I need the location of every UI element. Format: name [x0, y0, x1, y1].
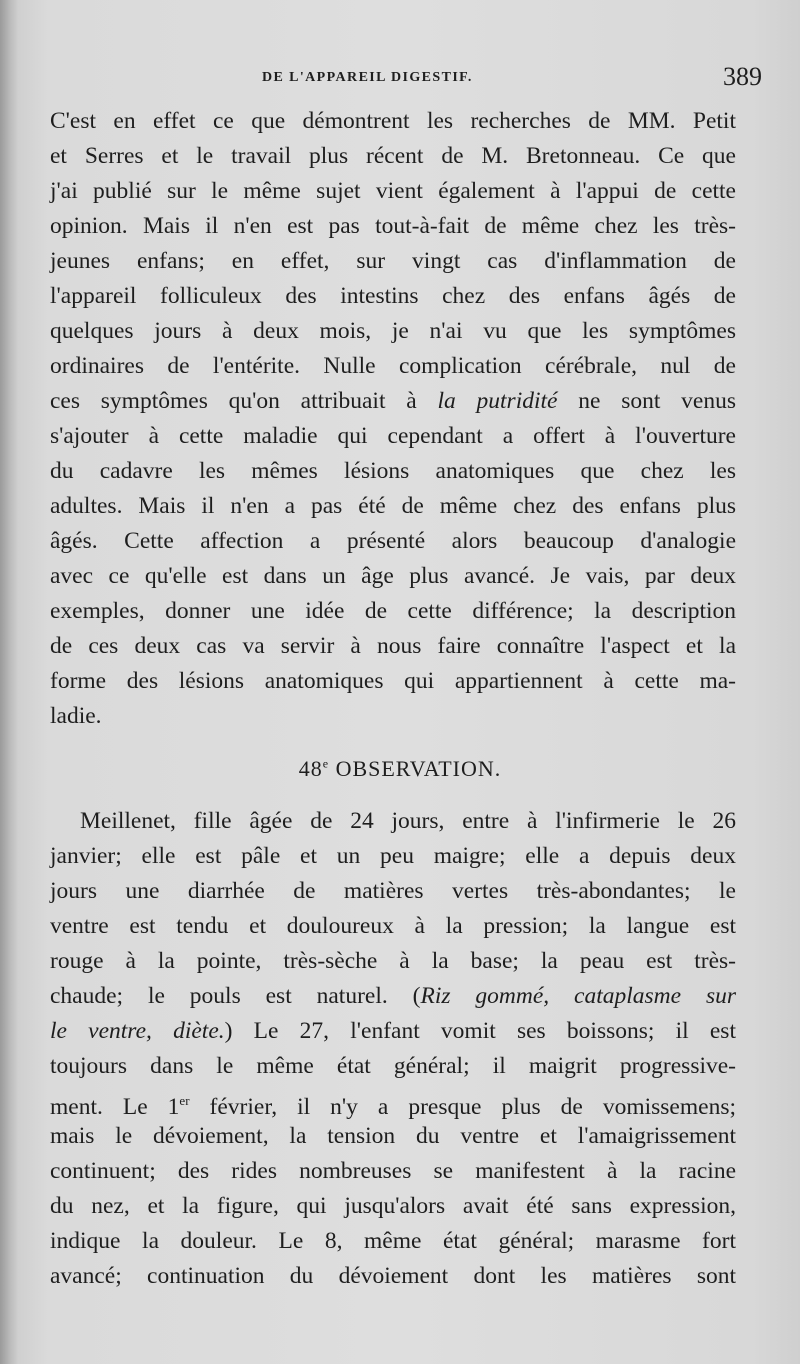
italic-prescription: Riz gommé, cataplasme sur	[420, 983, 736, 1009]
observation-number: 48	[298, 756, 323, 781]
text-line: du nez, et la figure, qui jusqu'alors avait été sans expression,	[50, 1193, 736, 1219]
text-line: s'ajouter à cette maladie qui cependant a offert à l'ouverture	[50, 423, 736, 449]
text-line: jours une diarrhée de matières vertes très-abondantes; le	[50, 878, 736, 904]
text-line: adultes. Mais il n'en a pas été de même chez des enfans plus	[50, 493, 736, 519]
text-segment: ces symptômes qu'on attribuait à	[50, 388, 417, 414]
text-line: C'est en effet ce que démontrent les recherches de MM. Petit	[50, 108, 736, 134]
page-binding-shadow	[0, 0, 18, 1364]
observation-heading	[0, 756, 800, 782]
observation-ordinal: e	[322, 756, 330, 771]
text-line	[50, 1084, 736, 1118]
text-segment: ) Le 27, l'enfant vomit ses boissons; il est	[224, 1018, 736, 1044]
text-line: avancé; continuation du dévoiement dont les matières sont	[50, 1263, 736, 1289]
text-line: du cadavre les mêmes lésions anatomiques que chez les	[50, 458, 736, 484]
text-line: quelques jours à deux mois, je n'ai vu que les symptômes	[50, 318, 736, 344]
text-line: toujours dans le même état général; il maigrit progressive-	[50, 1053, 736, 1079]
text-line: jeunes enfans; en effet, sur vingt cas d'inflammation de	[50, 248, 736, 274]
text-line: de ces deux cas va servir à nous faire connaître l'aspect et la	[50, 633, 736, 659]
text-line: rouge à la pointe, très-sèche à la base; la peau est très-	[50, 948, 736, 974]
text-segment: février, il n'y a presque plus de vomissemens;	[189, 1093, 736, 1120]
text-line: janvier; elle est pâle et un peu maigre; elle a depuis deux	[50, 843, 736, 869]
text-line: mais le dévoiement, la tension du ventre et l'amaigrissement	[50, 1123, 736, 1149]
text-line	[50, 384, 736, 418]
ordinal-superscript: er	[179, 1093, 190, 1108]
text-line: continuent; des rides nombreuses se manifestent à la racine	[50, 1158, 736, 1184]
italic-prescription: le ventre, diète.	[50, 1018, 225, 1044]
text-line	[50, 979, 736, 1013]
text-line: l'appareil folliculeux des intestins chez des enfans âgés de	[50, 283, 736, 309]
text-line: indique la douleur. Le 8, même état général; marasme fort	[50, 1228, 736, 1254]
running-title: DE L'APPAREIL DIGESTIF.	[262, 70, 473, 85]
text-line: j'ai publié sur le même sujet vient également à l'appui de cette	[50, 178, 736, 204]
text-line: et Serres et le travail plus récent de M. Bretonneau. Ce que	[50, 143, 736, 169]
text-line: âgés. Cette affection a présenté alors beaucoup d'analogie	[50, 528, 736, 554]
text-line: exemples, donner une idée de cette différence; la description	[50, 598, 736, 624]
italic-term: la putridité	[437, 388, 558, 414]
text-line: ventre est tendu et douloureux à la pression; la langue est	[50, 913, 736, 939]
text-line: avec ce qu'elle est dans un âge plus avancé. Je vais, par deux	[50, 563, 736, 589]
text-line: ordinaires de l'entérite. Nulle complication cérébrale, nul de	[50, 353, 736, 379]
text-segment: ment. Le 1	[50, 1093, 180, 1120]
text-line: Meillenet, fille âgée de 24 jours, entre à l'infirmerie le 26	[80, 808, 736, 834]
page-header	[0, 62, 800, 92]
text-segment: ne sont venus	[578, 388, 737, 414]
page-number: 389	[723, 62, 762, 91]
text-line: opinion. Mais il n'en est pas tout-à-fait de même chez les très-	[50, 213, 736, 239]
text-line	[50, 1014, 736, 1048]
text-line: ladie.	[50, 703, 102, 729]
text-segment: chaude; le pouls est naturel. (	[50, 983, 421, 1009]
text-line: forme des lésions anatomiques qui appartiennent à cette ma-	[50, 668, 736, 694]
observation-title: OBSERVATION.	[335, 756, 502, 781]
